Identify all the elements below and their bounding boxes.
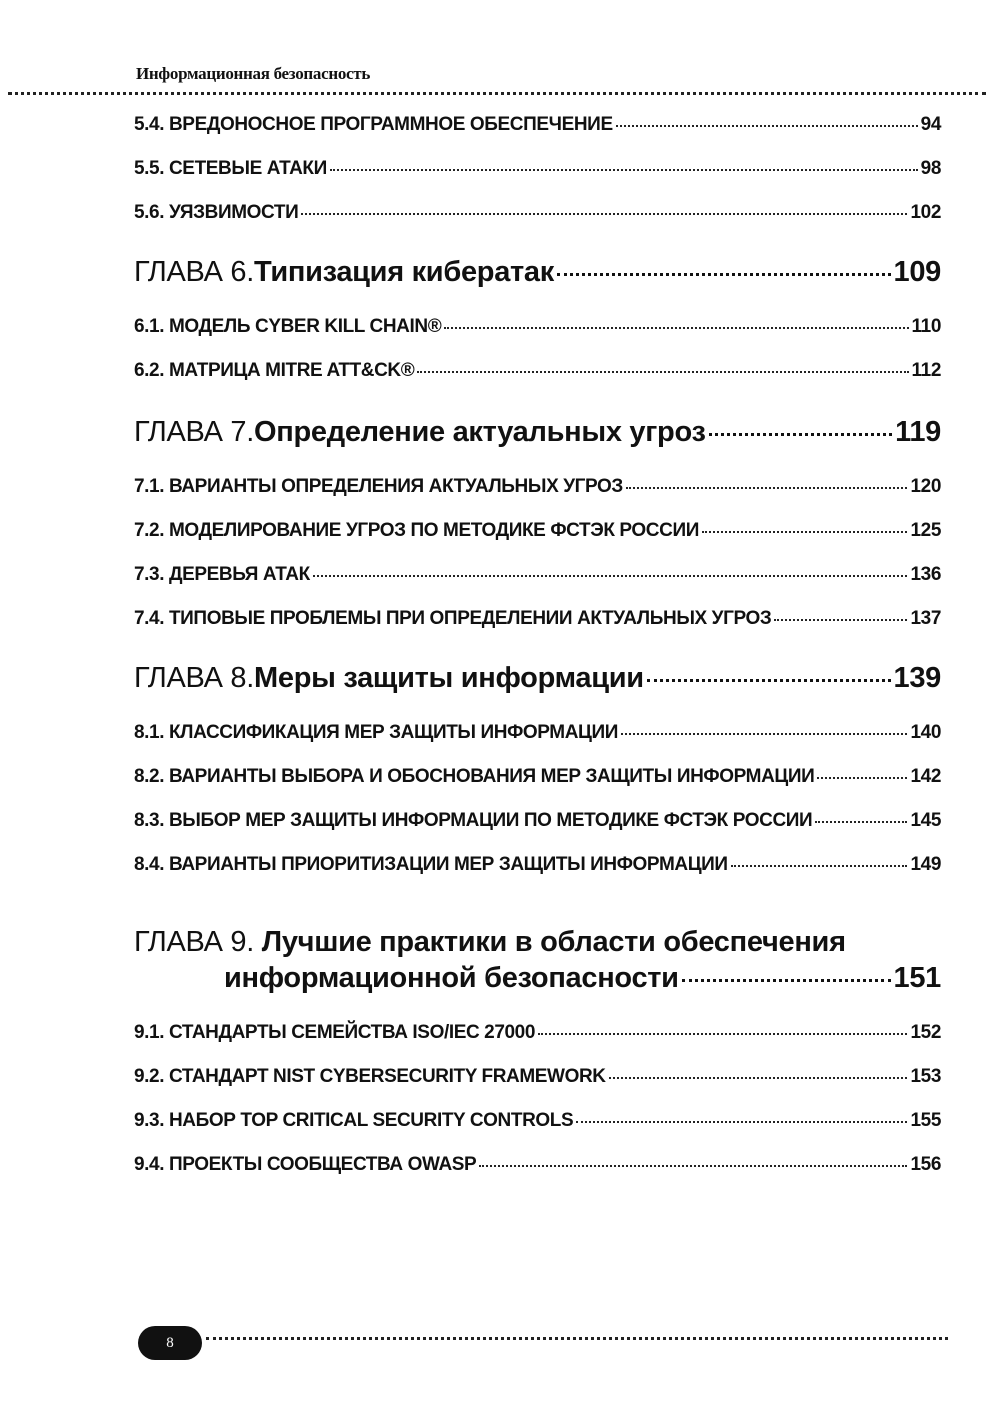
toc-entry-page: 155 [910,1110,941,1131]
toc-entry-page: 156 [910,1154,941,1175]
toc-entry-8-2[interactable] [134,766,941,788]
chapter-page: 139 [893,662,941,694]
toc-entry-6-1[interactable] [134,316,941,338]
dot-leader [709,433,893,436]
dot-leader [576,1121,907,1123]
toc-entry-page: 120 [910,476,941,497]
toc-entry-page: 110 [911,316,941,337]
toc-entry-9-3[interactable] [134,1110,941,1132]
dot-leader [815,821,907,823]
toc-entry-title: 7.3. ДЕРЕВЬЯ АТАК [134,564,310,585]
toc-entry-title: 5.4. ВРЕДОНОСНОЕ ПРОГРАММНОЕ ОБЕСПЕЧЕНИЕ [134,114,613,135]
toc-entry-title: 8.4. ВАРИАНТЫ ПРИОРИТИЗАЦИИ МЕР ЗАЩИТЫ ИНФОРМАЦИИ [134,854,728,875]
toc-entry-page: 140 [910,722,941,743]
toc-entry-7-4[interactable] [134,608,941,630]
toc-entry-7-3[interactable] [134,564,941,586]
dot-leader [313,575,908,577]
dot-leader [731,865,908,867]
dot-leader [817,777,907,779]
dot-leader [301,213,907,215]
toc-entry-title: 9.4. ПРОЕКТЫ СООБЩЕСТВА OWASP [134,1154,477,1175]
toc-entry-title: 7.1. ВАРИАНТЫ ОПРЕДЕЛЕНИЯ АКТУАЛЬНЫХ УГРОЗ [134,476,623,497]
toc-entry-page: 112 [911,360,941,381]
chapter-title: Определение актуальных угроз [254,416,706,448]
chapter-9-heading[interactable] [134,924,941,996]
page-number-badge: 8 [138,1326,202,1360]
dot-leader [616,125,918,127]
dot-leader [682,979,891,982]
chapter-title: Меры защиты информации [254,662,644,694]
toc-entry-page: 149 [910,854,941,875]
chapter-6-heading[interactable] [134,254,941,290]
chapter-label: ГЛАВА 6. [134,256,255,288]
toc-entry-5-5[interactable] [134,158,941,180]
toc-entry-title: 6.1. МОДЕЛЬ CYBER KILL CHAIN® [134,316,442,337]
toc-entry-title: 5.6. УЯЗВИМОСТИ [134,202,299,223]
dot-leader [479,1165,907,1167]
toc-entry-5-6[interactable] [134,202,941,224]
dot-leader [417,371,908,373]
header-divider [8,92,986,95]
chapter-title-line2: информационной безопасности [224,962,679,994]
toc-entry-title: 8.2. ВАРИАНТЫ ВЫБОРА И ОБОСНОВАНИЯ МЕР ЗАЩИТЫ ИНФОРМАЦИИ [134,766,815,787]
footer-divider [206,1337,948,1340]
dot-leader [702,531,908,533]
dot-leader [774,619,907,621]
toc-entry-7-2[interactable] [134,520,941,542]
toc-entry-title: 7.4. ТИПОВЫЕ ПРОБЛЕМЫ ПРИ ОПРЕДЕЛЕНИИ АКТУАЛЬНЫХ УГРОЗ [134,608,772,629]
toc-entry-9-2[interactable] [134,1066,941,1088]
chapter-page: 151 [893,962,941,994]
toc-entry-page: 125 [910,520,941,541]
toc-entry-page: 142 [910,766,941,787]
toc-entry-8-1[interactable] [134,722,941,744]
dot-leader [538,1033,907,1035]
chapter-8-heading[interactable] [134,660,941,696]
toc-entry-page: 152 [910,1022,941,1043]
chapter-page: 119 [895,416,941,448]
toc-entry-9-4[interactable] [134,1154,941,1176]
toc-entry-title: 7.2. МОДЕЛИРОВАНИЕ УГРОЗ ПО МЕТОДИКЕ ФСТЭК РОССИИ [134,520,699,541]
chapter-7-heading[interactable] [134,414,941,450]
dot-leader [557,273,891,276]
toc-entry-5-4[interactable] [134,114,941,136]
toc-entry-title: 6.2. МАТРИЦА MITRE ATT&CK® [134,360,415,381]
toc-entry-8-4[interactable] [134,854,941,876]
toc-entry-page: 137 [910,608,941,629]
toc-entry-page: 153 [910,1066,941,1087]
chapter-page: 109 [893,256,941,288]
toc-entry-page: 102 [910,202,941,223]
chapter-title: Типизация кибератак [254,256,554,288]
toc-entry-page: 94 [920,114,941,135]
toc-entry-page: 136 [910,564,941,585]
chapter-label: ГЛАВА 8. [134,662,255,694]
toc-entry-title: 9.1. СТАНДАРТЫ СЕМЕЙСТВА ISO/IEC 27000 [134,1022,536,1043]
toc-entry-page: 145 [910,810,941,831]
chapter-title-line1: Лучшие практики в области обеспечения [261,926,846,958]
toc-entry-7-1[interactable] [134,476,941,498]
chapter-label: ГЛАВА 7. [134,416,255,448]
toc-entry-title: 5.5. СЕТЕВЫЕ АТАКИ [134,158,327,179]
running-head: Информационная безопасность [136,64,371,83]
dot-leader [621,733,907,735]
toc-entry-8-3[interactable] [134,810,941,832]
toc-entry-6-2[interactable] [134,360,941,382]
table-of-contents [134,104,941,1198]
dot-leader [330,169,918,171]
toc-entry-title: 8.1. КЛАССИФИКАЦИЯ МЕР ЗАЩИТЫ ИНФОРМАЦИИ [134,722,619,743]
dot-leader [444,327,908,329]
toc-entry-9-1[interactable] [134,1022,941,1044]
toc-entry-title: 8.3. ВЫБОР МЕР ЗАЩИТЫ ИНФОРМАЦИИ ПО МЕТОДИКЕ ФСТЭК РОССИИ [134,810,813,831]
toc-entry-title: 9.3. НАБОР TOP CRITICAL SECURITY CONTROLS [134,1110,574,1131]
toc-entry-title: 9.2. СТАНДАРТ NIST CYBERSECURITY FRAMEWORK [134,1066,606,1087]
chapter-label: ГЛАВА 9. [134,926,262,958]
dot-leader [609,1077,908,1079]
toc-entry-page: 98 [920,158,941,179]
dot-leader [626,487,908,489]
dot-leader [647,679,891,682]
